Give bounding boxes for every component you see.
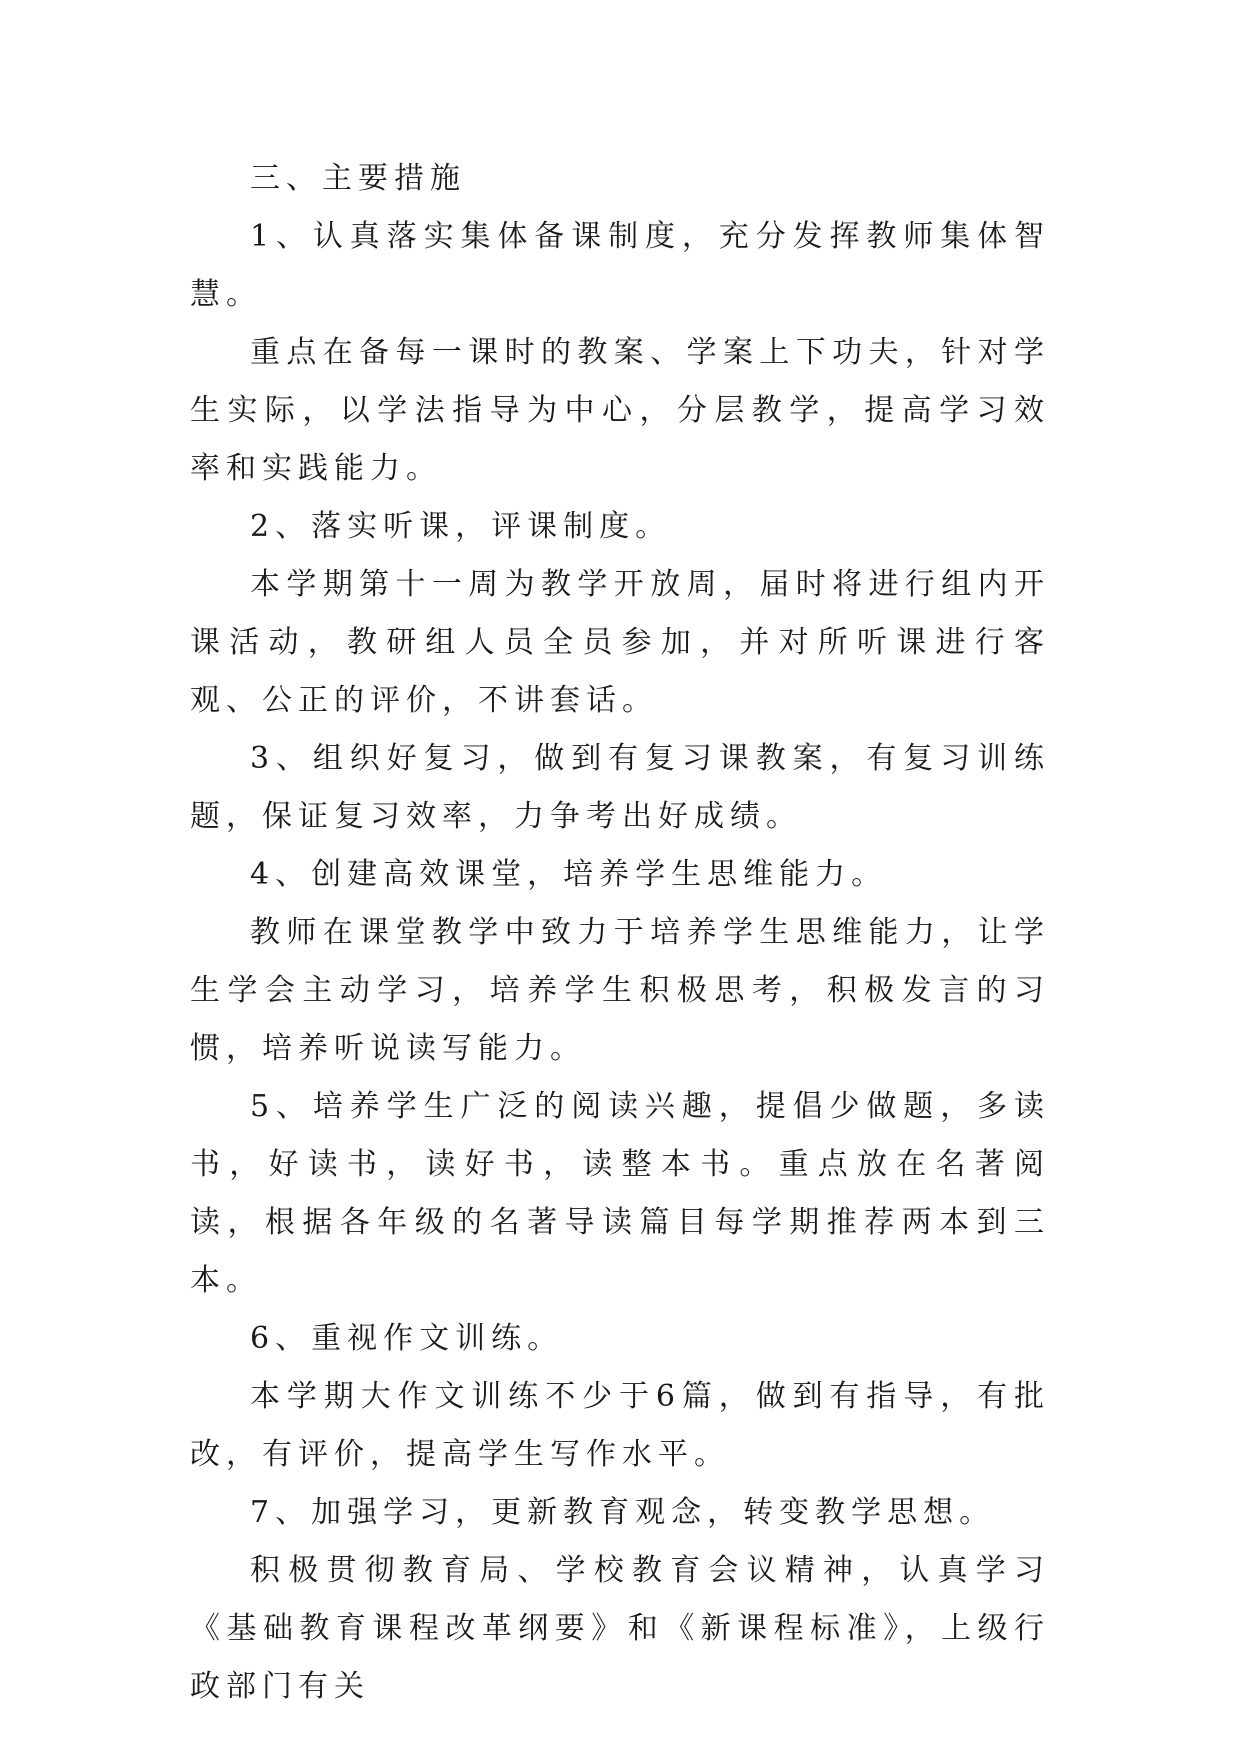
paragraph-measure-5: 5、培养学生广泛的阅读兴趣，提倡少做题，多读书，好读书，读好书，读整本书。重点放在名著阅读，根据各年级的名著导读篇目每学期推荐两本到三本。 — [190, 1089, 1050, 1298]
paragraph-measure-7-body: 积极贯彻教育局、学校教育会议精神，认真学习《基础教育课程改革纲要》和《新课程标准》，上级行政部门有关 — [190, 1553, 1050, 1704]
paragraph-measure-1-heading: 1、认真落实集体备课制度，充分发挥教师集体智慧。 — [190, 219, 1050, 312]
paragraph-measure-6-heading: 6、重视作文训练。 — [250, 1321, 564, 1356]
paragraph-measure-4-heading: 4、创建高效课堂，培养学生思维能力。 — [250, 857, 888, 892]
document-body — [190, 150, 1050, 1716]
paragraph-measure-2-heading: 2、落实听课，评课制度。 — [250, 509, 672, 544]
paragraph-measure-6-body: 本学期大作文训练不少于6篇，做到有指导，有批改，有评价，提高学生写作水平。 — [190, 1379, 1050, 1472]
paragraph-measure-3: 3、组织好复习，做到有复习课教案，有复习训练题，保证复习效率，力争考出好成绩。 — [190, 741, 1050, 834]
paragraph-measure-1-body: 重点在备每一课时的教案、学案上下功夫，针对学生实际，以学法指导为中心，分层教学，提高学习效率和实践能力。 — [190, 335, 1050, 486]
paragraph-measure-4-body: 教师在课堂教学中致力于培养学生思维能力，让学生学会主动学习，培养学生积极思考，积极发言的习惯，培养听说读写能力。 — [190, 915, 1050, 1066]
paragraph-measure-7-heading: 7、加强学习，更新教育观念，转变教学思想。 — [250, 1495, 996, 1530]
section-title: 三、主要措施 — [250, 161, 466, 196]
paragraph-measure-2-body: 本学期第十一周为教学开放周，届时将进行组内开课活动，教研组人员全员参加，并对所听课进行客观、公正的评价，不讲套话。 — [190, 567, 1050, 718]
